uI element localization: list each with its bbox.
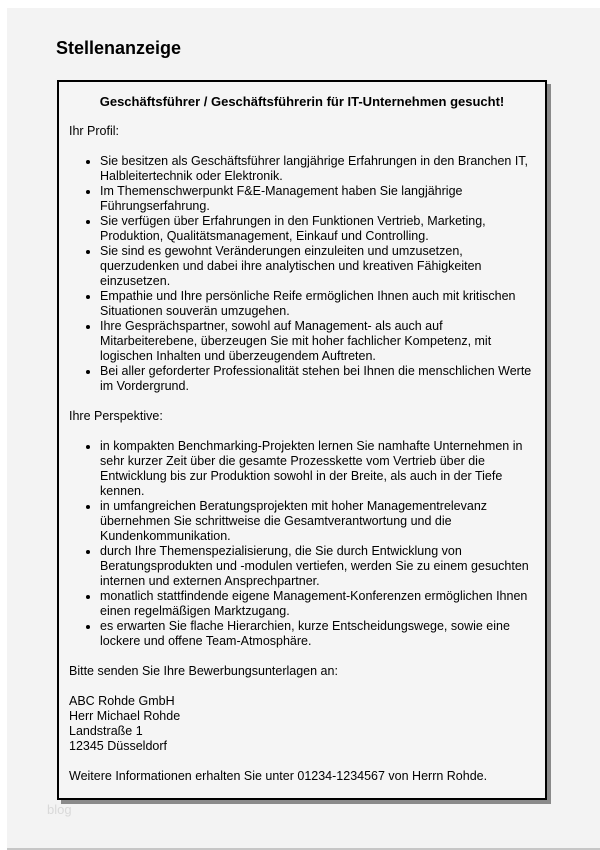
perspective-bullet-list <box>69 439 535 649</box>
bullet-item: • monatlich stattfindende eigene Management-Konferenzen ermöglichen Ihnen einen regelmäßigen Marktzugang. <box>100 589 535 619</box>
section-heading-profile: Ihr Profil: <box>69 124 120 138</box>
bullet-item: • Sie besitzen als Geschäftsführer langjährige Erfahrungen in den Branchen IT, Halbleitertechnik oder Elektronik. <box>100 154 535 184</box>
bullet-item: • es erwarten Sie flache Hierarchien, kurze Entscheidungswege, sowie eine lockere und offene Team-Atmosphäre. <box>100 619 535 649</box>
blog-watermark: blog <box>47 802 72 817</box>
bullet-item: • Bei aller geforderter Professionalität stehen bei Ihnen die menschlichen Werte im Vordergrund. <box>100 364 535 394</box>
closing-text: Bitte senden Sie Ihre Bewerbungsunterlagen an: <box>69 664 338 678</box>
bullet-item: • durch Ihre Themenspezialisierung, die Sie durch Entwicklung von Beratungsprodukten und -modulen vertiefen, werden Sie zu einem gesuchten internen und externen Ansprechpartner. <box>100 544 535 589</box>
page-title: Stellenanzeige <box>56 38 182 58</box>
section-heading-perspective: Ihre Perspektive: <box>69 409 163 423</box>
address-line-city: 12345 Düsseldorf <box>69 739 167 753</box>
bullet-item: • in kompakten Benchmarking-Projekten lernen Sie namhafte Unternehmen in sehr kurzer Zeit über die gesamte Prozesskette vom Vertrieb über die Entwicklung bis zur Produktion sowohl in der Breite, als auch in der Tiefe kennen. <box>100 439 535 499</box>
job-ad-box <box>57 80 547 800</box>
bullet-item: • in umfangreichen Beratungsprojekten mit hoher Managementrelevanz übernehmen Sie schrittweise die Gesamtverantwortung und die Kundenkommunikation. <box>100 499 535 544</box>
bullet-item: • Sie sind es gewohnt Veränderungen einzuleiten und umzusetzen, querzudenken und dabei ihre analytischen und kreativen Fähigkeiten einzusetzen. <box>100 244 535 289</box>
address-line-street: Landstraße 1 <box>69 724 143 738</box>
content-panel <box>7 8 600 850</box>
address-line-company: ABC Rohde GmbH <box>69 694 175 708</box>
bullet-item: • Ihre Gesprächspartner, sowohl auf Management- als auch auf Mitarbeiterebene, überzeugen Sie mit hoher fachlicher Kompetenz, mit logischen Inhalten und überzeugendem Auftreten. <box>100 319 535 364</box>
address-block <box>69 694 535 754</box>
job-ad-title: Geschäftsführer / Geschäftsführerin für IT-Unternehmen gesucht! <box>99 94 505 109</box>
address-line-contact: Herr Michael Rohde <box>69 709 181 723</box>
profile-bullet-list <box>69 154 535 394</box>
footer-info-text: Weitere Informationen erhalten Sie unter 01234-1234567 von Herrn Rohde. <box>69 769 488 783</box>
bullet-item: • Im Themenschwerpunkt F&E-Management haben Sie langjährige Führungserfahrung. <box>100 184 535 214</box>
bullet-item: • Sie verfügen über Erfahrungen in den Funktionen Vertrieb, Marketing, Produktion, Qualitätsmanagement, Einkauf und Controlling. <box>100 214 535 244</box>
bullet-item: • Empathie und Ihre persönliche Reife ermöglichen Ihnen auch mit kritischen Situationen souverän umzugehen. <box>100 289 535 319</box>
